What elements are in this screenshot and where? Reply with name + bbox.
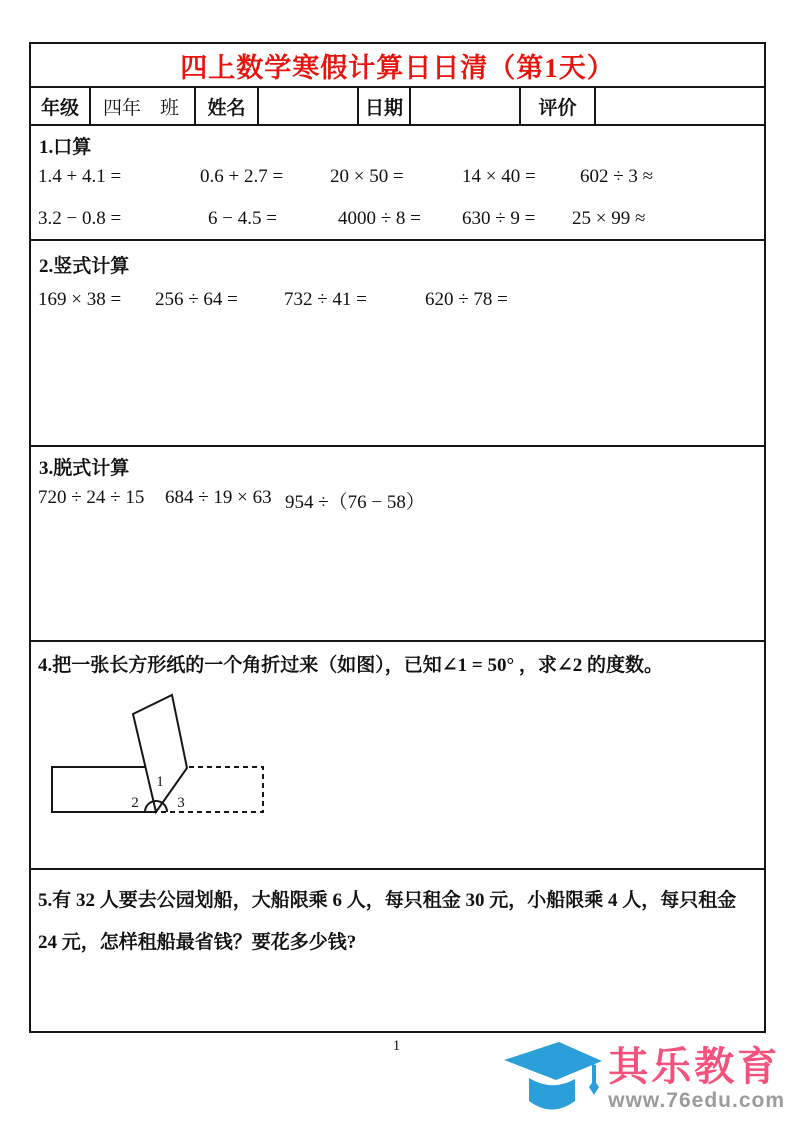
oral-problem: 25 × 99 ≈ — [572, 208, 646, 229]
student-info-row — [31, 86, 764, 124]
stepwise-problem: 954 ÷（76 − 58） — [285, 492, 425, 513]
section-boat-problem — [31, 868, 764, 1031]
oral-problem: 630 ÷ 9 = — [462, 208, 536, 229]
vertical-problem: 169 × 38 = — [38, 289, 122, 310]
name-value-cell — [257, 88, 357, 124]
oral-problem: 1.4 + 4.1 = — [38, 166, 122, 187]
oral-problem: 6 − 4.5 = — [208, 208, 277, 229]
fold-problem-text: 4.把一张长方形纸的一个角折过来（如图），已知∠1 = 50° ，求∠2 的度数。 — [38, 655, 664, 676]
rating-label: 评价 — [519, 88, 594, 124]
oral-problem: 0.6 + 2.7 = — [200, 166, 284, 187]
grade-label: 年级 — [40, 97, 79, 119]
angle-1-label: 1 — [156, 774, 164, 790]
vertical-problem: 732 ÷ 41 = — [284, 289, 367, 310]
page-title: 四上数学寒假计算日日清（第1天） — [180, 52, 615, 83]
grade-value-cell: 四年 班 — [89, 88, 194, 124]
angle-3-label: 3 — [177, 795, 185, 811]
section-heading: 1.口算 — [39, 137, 92, 158]
section-oral-calculation — [31, 124, 764, 239]
stepwise-problem: 684 ÷ 19 × 63 — [165, 487, 272, 508]
oral-problem: 3.2 − 0.8 = — [38, 208, 122, 229]
rating-value-cell — [594, 88, 764, 124]
section-vertical-calculation — [31, 239, 764, 445]
oral-problem: 4000 ÷ 8 = — [338, 208, 421, 229]
date-value-cell — [409, 88, 519, 124]
boat-problem-text: 5.有 32 人要去公园划船，大船限乘 6 人，每只租金 30 元，小船限乘 4 人，每只租金 24 元，怎样租船最省钱？要花多少钱? — [38, 890, 737, 953]
oral-problem: 14 × 40 = — [462, 166, 536, 187]
angle-2-label: 2 — [131, 795, 139, 811]
brand-logo — [492, 1038, 785, 1120]
name-label: 姓名 — [194, 88, 257, 124]
brand-text-block — [608, 1045, 785, 1113]
vertical-problem: 256 ÷ 64 = — [155, 289, 238, 310]
oral-problem: 20 × 50 = — [330, 166, 404, 187]
vertical-problem: 620 ÷ 78 = — [425, 289, 508, 310]
page-number: 1 — [392, 1038, 401, 1054]
date-label: 日期 — [357, 88, 409, 124]
worksheet-table — [29, 42, 766, 1033]
section-fold-problem — [31, 640, 764, 868]
brand-name: 其乐教育 — [608, 1045, 781, 1089]
section-stepwise-calculation — [31, 445, 764, 640]
stepwise-problem: 720 ÷ 24 ÷ 15 — [38, 487, 145, 508]
section-heading: 3.脱式计算 — [39, 458, 130, 479]
folded-rectangle-diagram — [31, 685, 276, 825]
brand-url: www.76edu.com — [608, 1089, 785, 1112]
section-heading: 2.竖式计算 — [39, 256, 130, 277]
oral-problem: 602 ÷ 3 ≈ — [580, 166, 654, 187]
graduation-cap-icon — [492, 1038, 602, 1120]
